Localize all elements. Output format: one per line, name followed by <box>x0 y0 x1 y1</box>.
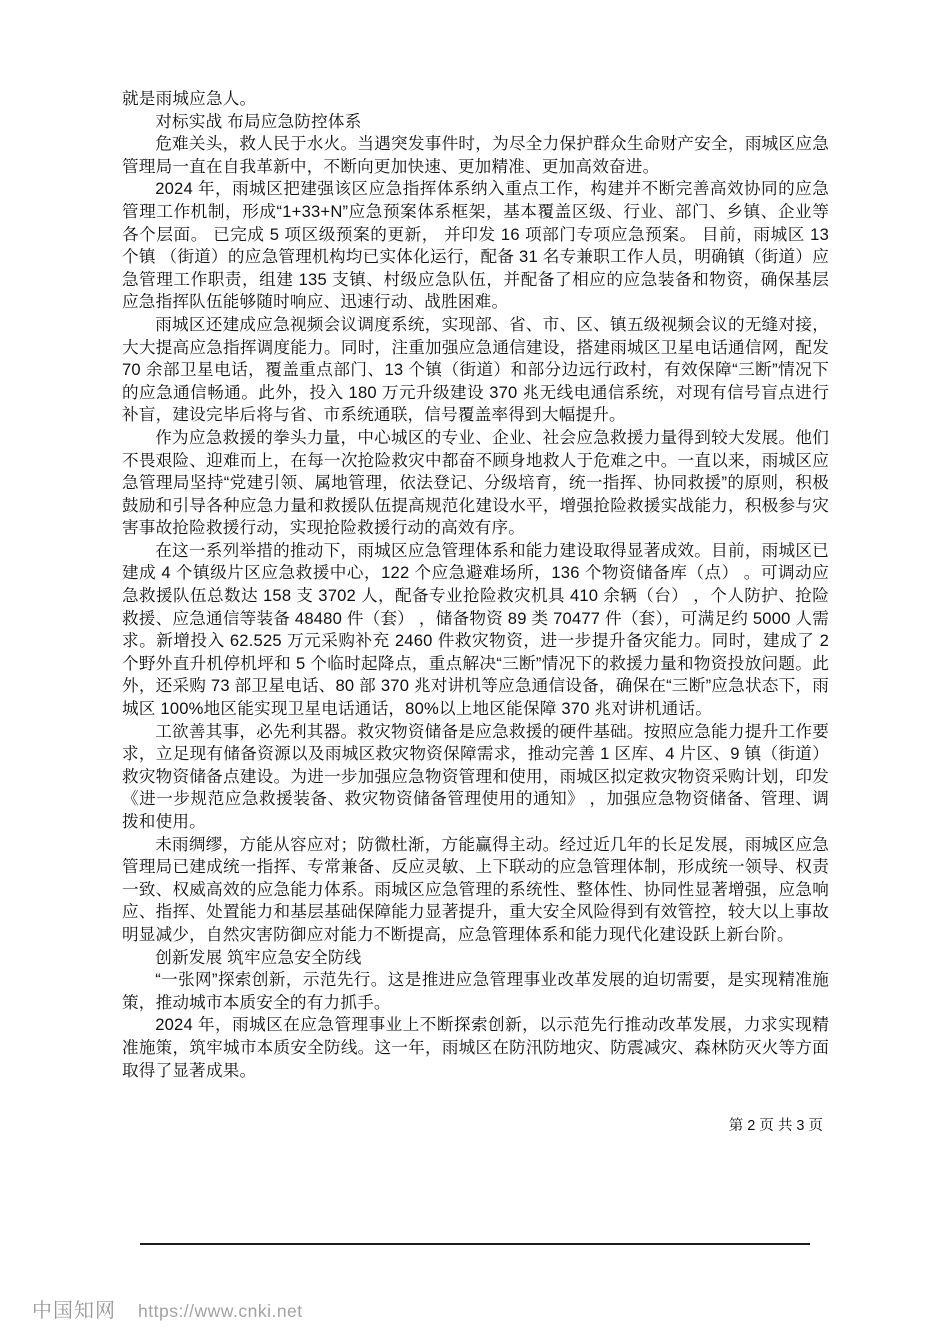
cnki-watermark <box>32 1294 303 1323</box>
section-heading: 创新发展 筑牢应急安全防线 <box>155 947 362 967</box>
body-paragraph: 2024 年，雨城区把建强该区应急指挥体系纳入重点工作，构建并不断完善高效协同的应急管理工作机制，形成“1+33+N”应急预案体系框架，基本覆盖区级、行业、部门、乡镇、企业等各个层面。 已完成 5 项区级预案的更新， 并印发 16 项部门专项应急预案。 目前，雨城区 13 个镇 （街道）的应急管理机构均已实体化运行，配备 31 名专兼职工作人员，明确镇（街道）应急管理工作职责，组建 135 支镇、村级应急队伍，并配备了相应的应急装备和物资，确保基层应急指挥队伍能够随时响应、迅速行动、战胜困难。 <box>122 179 829 312</box>
document-body <box>122 88 829 1082</box>
cnki-url-text: https://www.cnki.net <box>138 1301 303 1321</box>
body-paragraph: “一张网”探索创新，示范先行。这是推进应急管理事业改革发展的迫切需要，是实现精准施策，推动城市本质安全的有力抓手。 <box>122 970 829 1012</box>
body-paragraph: 雨城区还建成应急视频会议调度系统，实现部、省、市、区、镇五级视频会议的无缝对接，大大提高应急指挥调度能力。同时，注重加强应急通信建设，搭建雨城区卫星电话通信网，配发 70 余部卫星电话，覆盖重点部门、13 个镇（街道）和部分边远行政村，有效保障“三断”情况下的应急通信畅通。此外，投入 180 万元升级建设 370 兆无线电通信系统，对现有信号盲点进行补盲，建设完毕后将与省、市系统通联，信号覆盖率得到大幅提升。 <box>122 314 829 425</box>
body-paragraph: 未雨绸缪，方能从容应对；防微杜渐，方能赢得主动。经过近几年的长足发展，雨城区应急管理局已建成统一指挥、专常兼备、反应灵敏、上下联动的应急管理体制，形成统一领导、权责一致、权威高效的应急能力体系。雨城区应急管理的系统性、整体性、协同性显著增强，应急响应、指挥、处置能力和基层基础保障能力显著提升，重大安全风险得到有效管控，较大以上事故明显减少，自然灾害防御应对能力不断提高，应急管理体系和能力现代化建设跃上新台阶。 <box>122 834 829 944</box>
body-paragraph: 在这一系列举措的推动下，雨城区应急管理体系和能力建设取得显著成效。目前，雨城区已建成 4 个镇级片区应急救援中心，122 个应急避难场所，136 个物资储备库（点） 。可调动应急救援队伍总数达 158 支 3702 人，配备专业抢险救灾机具 410 余辆（台） ，个人防护、抢险救援、应急通信等装备 48480 件（套） ，储备物资 89 类 70477 件（套），可满足约 5000 人需求。新增投入 62.525 万元采购补充 2460 件救灾物资，进一步提升备灾能力。同时，建成了 2 个野外直升机停机坪和 5 个临时起降点，重点解决“三断”情况下的救援力量和物资投放问题。此外，还采购 73 部卫星电话、80 部 370 兆对讲机等应急通信设备，确保在“三断”应急状态下，雨城区 100%地区能实现卫星电话通话，80%以上地区能保障 370 兆对讲机通话。 <box>122 540 829 719</box>
footer-divider-line <box>140 1243 810 1245</box>
body-paragraph: 作为应急救援的拳头力量，中心城区的专业、企业、社会应急救援力量得到较大发展。他们不畏艰险、迎难而上，在每一次抢险救灾中都奋不顾身地救人于危难之中。一直以来，雨城区应急管理局坚持“党建引领、属地管理，依法登记、分级培育，统一指挥、协同救援”的原则，积极鼓励和引导各种应急力量和救援队伍提高规范化建设水平，增强抢险救援实战能力，积极参与灾害事故抢险救援行动，实现抢险救援行动的高效有序。 <box>122 427 829 538</box>
body-paragraph: 2024 年，雨城区在应急管理事业上不断探索创新，以示范先行推动改革发展，力求实现精准施策，筑牢城市本质安全防线。这一年，雨城区在防汛防地灾、防震减灾、森林防灭火等方面取得了显著成果。 <box>122 1015 829 1080</box>
cnki-brand-label: 中国知网 <box>32 1300 116 1322</box>
page-number-label: 第 2 页 共 3 页 <box>728 1118 823 1134</box>
body-paragraph: 就是雨城应急人。 <box>122 89 257 108</box>
body-paragraph: 工欲善其事，必先利其器。救灾物资储备是应急救援的硬件基础。按照应急能力提升工作要求，立足现有储备资源以及雨城区救灾物资保障需求，推动完善 1 区库、4 片区、9 镇（街道）救灾物资储备点建设。为进一步加强应急物资管理和使用，雨城区拟定救灾物资采购计划，印发《进一步规范应急救援装备、救灾物资储备管理使用的通知》 ，加强应急物资储备、管理、调拨和使用。 <box>122 721 829 831</box>
section-heading: 对标实战 布局应急防控体系 <box>155 111 362 131</box>
body-paragraph: 危难关头，救人民于水火。当遇突发事件时，为尽全力保护群众生命财产安全，雨城区应急管理局一直在自我革新中，不断向更加快速、更加精准、更加高效奋进。 <box>122 134 829 176</box>
